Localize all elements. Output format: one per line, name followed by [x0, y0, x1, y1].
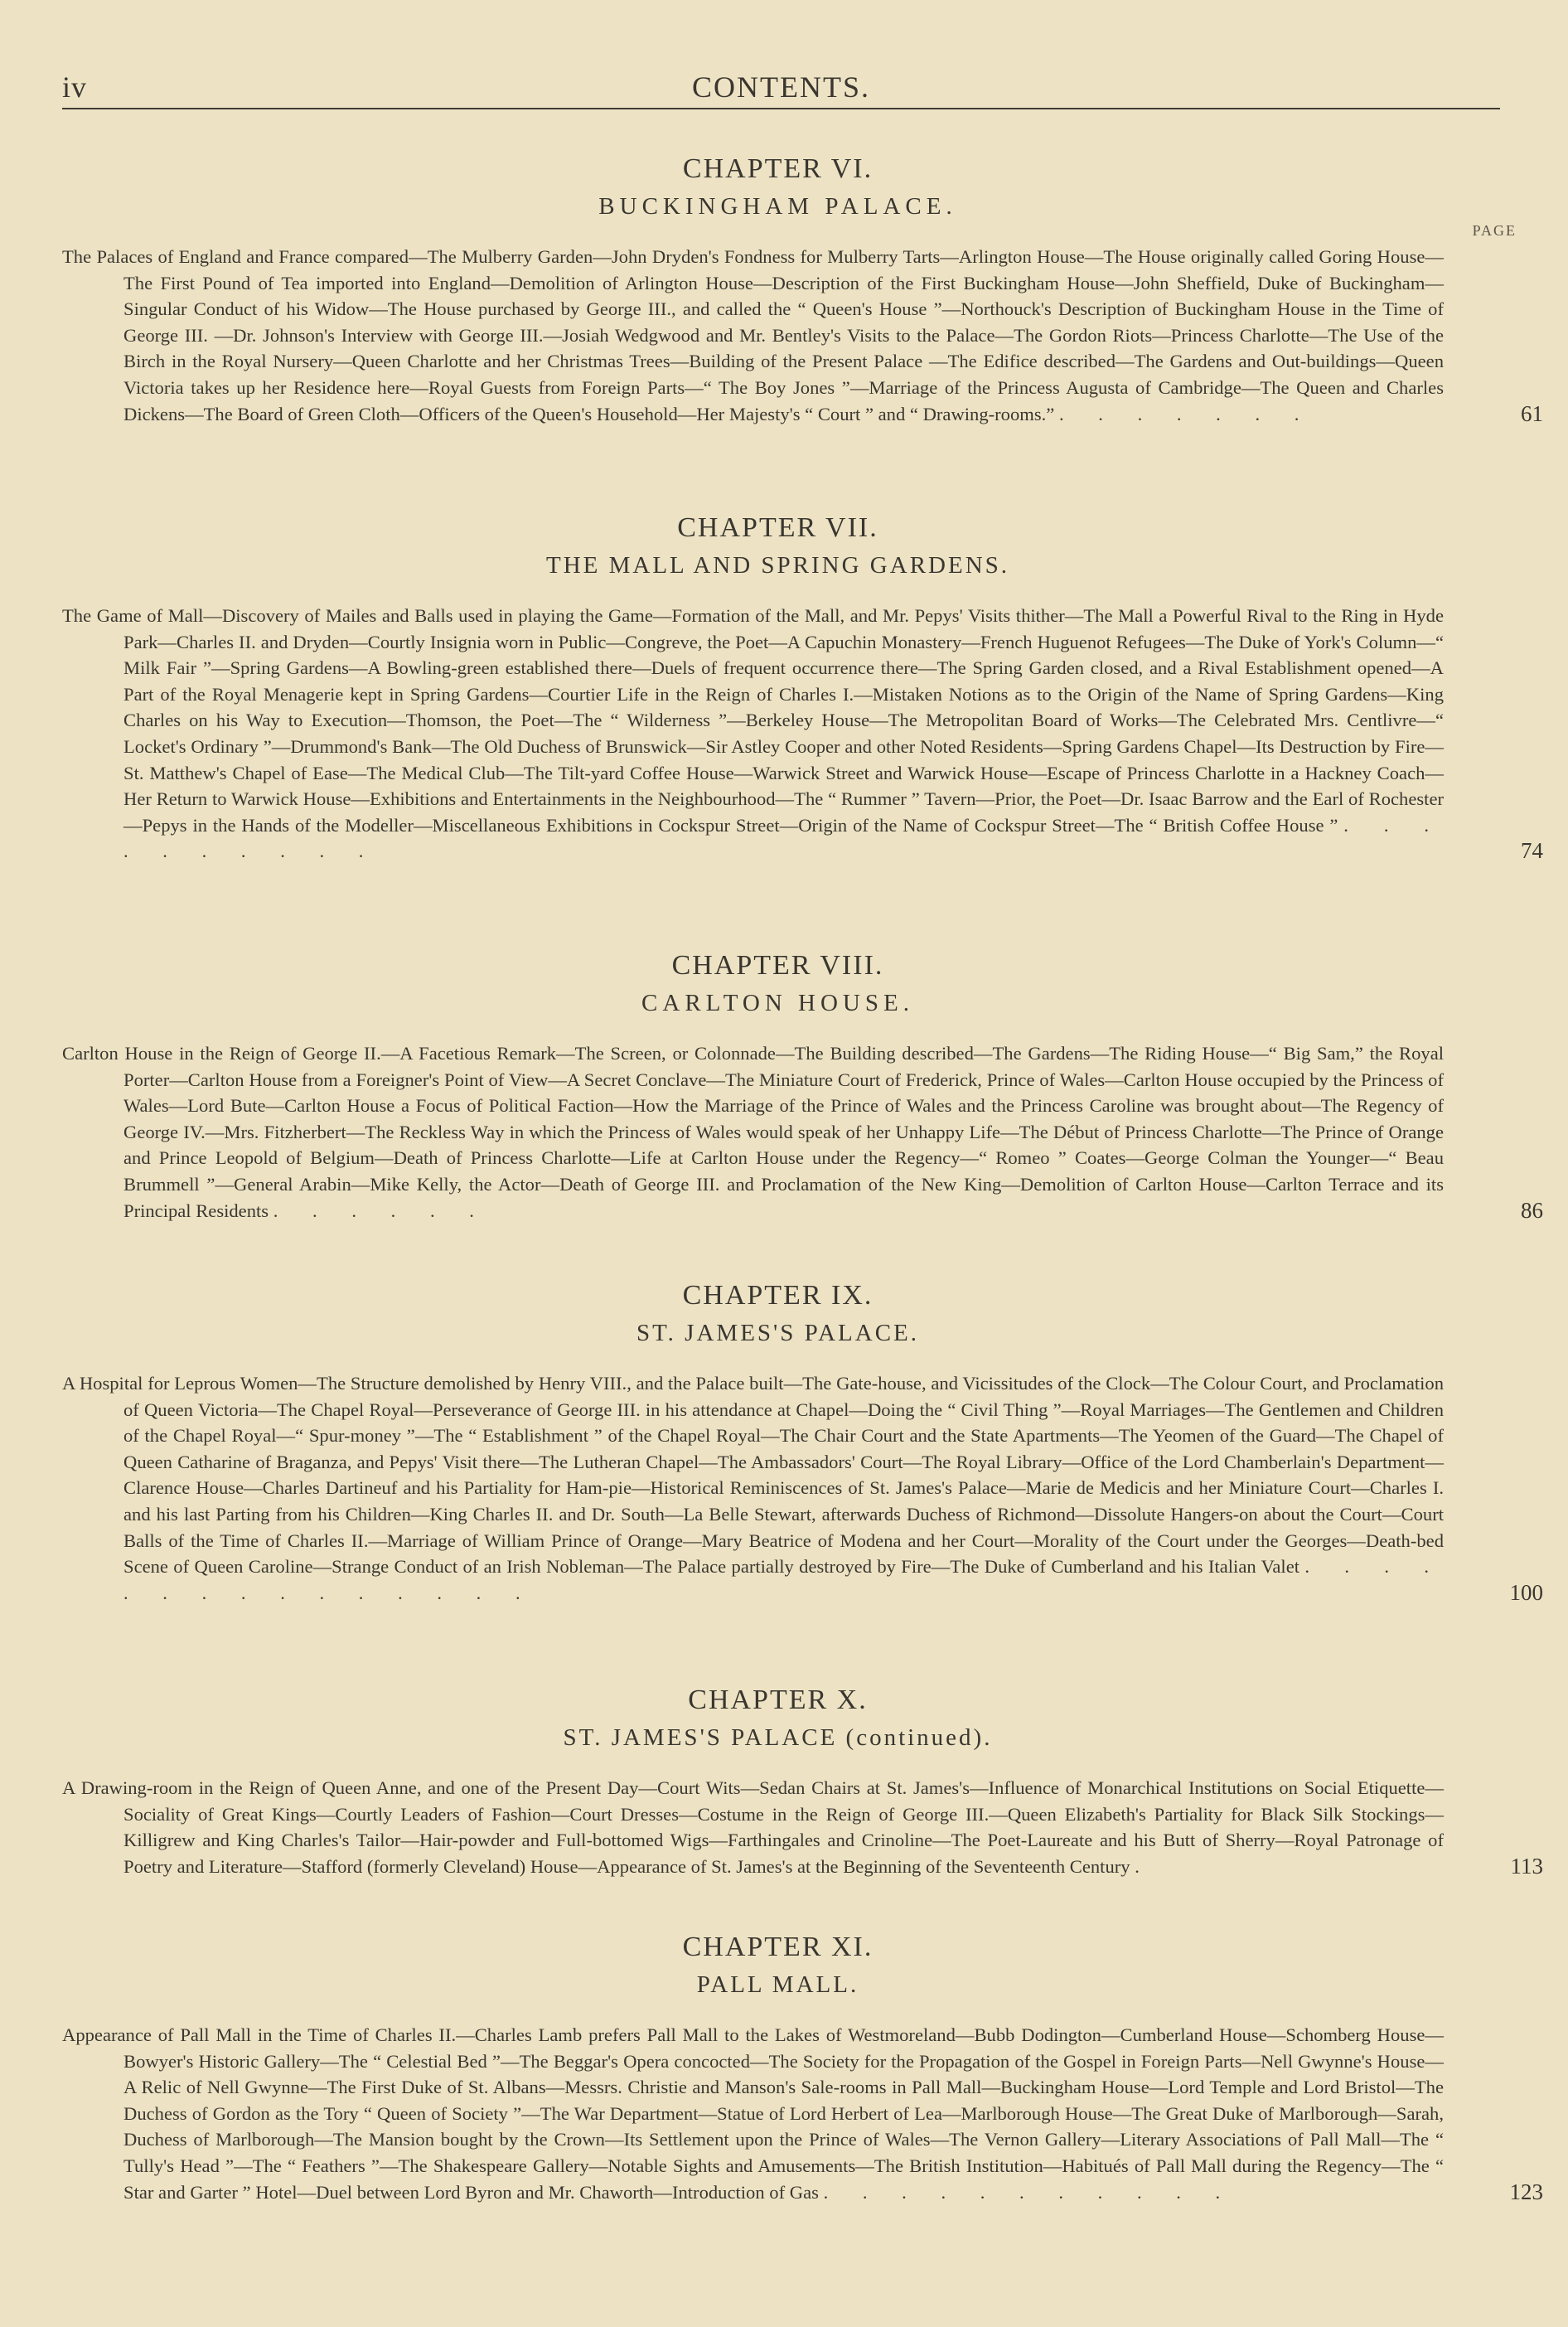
chapter-summary-text: The Game of Mall—Discovery of Mailes and Balls used in playing the Game—Formation of the Mall, and Mr. Pepys' Visits thither—The Mall a Powerful Rival to the Ring in Hyde Park—Charles II. and Dryden—Courtly Insignia worn in Public—Congreve, the Poet—A Capuchin Monastery—French Huguenot Refugees—The Duke of York's Column—“ Milk Fair ”—Spring Gardens—A Bowling-green established there—Duels of frequent occurrence there—The Spring Garden closed, and a Rival Establishment opened—A Part of the Royal Menagerie kept in Spring Gardens—Courtier Life in the Reign of Charles I.—Mistaken Notions as to the Origin of the Name of Spring Gardens—King Charles on his Way to Execution—Thomson, the Poet—The “ Wilderness ”—Berkeley House—The Metropolitan Board of Works—The Celebrated Mrs. Centlivre—“ Locket's Ordinary ”—Drummond's Bank—The Old Duchess of Brunswick—Sir Astley Cooper and other Noted Residents—Spring Gardens Chapel—Its Destruction by Fire—St. Matthew's Chapel of Ease—The Medical Club—The Tilt-yard Coffee House—Warwick Street and Warwick House—Escape of Princess Charlotte in a Hackney Coach—Her Return to Warwick House—Exhibitions and Entertainments in the Neighbourhood—The “ Rummer ” Tavern—Prior, the Poet—Dr. Isaac Barrow and the Earl of Rochester—Pepys in the Hands of the Modeller—Miscellaneous Exhibitions in Cockspur Street—Origin of the Name of Cockspur Street—The “ British Coffee House ” [62, 605, 1444, 836]
chapter-heading: CHAPTER VI. [682, 153, 874, 184]
chapter-heading: CHAPTER VII. [677, 512, 878, 543]
chapter-subtitle: BUCKINGHAM PALACE. [598, 193, 957, 220]
chapter-entry [62, 1280, 1543, 1606]
dot-leader: . . . . . . . . . . . [823, 2181, 1236, 2203]
chapter-subtitle: THE MALL AND SPRING GARDENS. [545, 552, 1010, 579]
chapter-summary [62, 2022, 1543, 2205]
page-header [62, 58, 1500, 109]
chapter-subtitle: ST. JAMES'S PALACE. [636, 1320, 920, 1346]
chapter-summary-text: A Drawing-room in the Reign of Queen Anne, and one of the Present Day—Court Wits—Sedan Chairs at St. James's—Influence of Monarchical Institutions on Social Etiquette—Sociality of Great Kings—Courtly Leaders of Fashion—Court Dresses—Costume in the Reign of George III.—Queen Elizabeth's Partiality for Black Silk Stockings—Killigrew and King Charles's Tailor—Hair-powder and Full-bottomed Wigs—Farthingales and Crinoline—The Poet-Laureate and his Butt of Sherry—Royal Patronage of Poetry and Literature—Stafford (formerly Cleveland) House—Appearance of St. James's at the Beginning of the Seventeenth Century [62, 1777, 1444, 1877]
chapter-summary-text: Carlton House in the Reign of George II.—A Facetious Remark—The Screen, or Colonnade—The Building described—The Gardens—The Riding House—“ Big Sam,” the Royal Porter—Carlton House from a Foreigner's Point of View—A Secret Conclave—The Miniature Court of Frederick, Prince of Wales—Carlton House occupied by the Princess of Wales—Lord Bute—Carlton House a Focus of Political Faction—How the Marriage of the Prince of Wales and the Princess Caroline was brought about—The Regency of George IV.—Mrs. Fitzherbert—The Reckless Way in which the Princess of Wales would speak of her Unhappy Life—The Début of Princess Charlotte—The Prince of Orange and Prince Leopold of Belgium—Death of Princess Charlotte—Life at Carlton House under the Regency—“ Romeo ” Coates—George Colman the Younger—“ Beau Brummell ”—General Arabin—Mike Kelly, the Actor—Death of George III. and Proclamation of the New King—Demolition of Carlton House—Carlton Terrace and its Principal Residents [62, 1043, 1444, 1221]
chapter-page-number: 113 [1510, 1853, 1543, 1879]
dot-leader: . [1135, 1855, 1154, 1877]
chapter-summary-text: The Palaces of England and France compared—The Mulberry Garden—John Dryden's Fondness for Mulberry Tarts—Arlington House—The House originally called Goring House—The First Pound of Tea imported into England—Demolition of Arlington House—Description of the First Buckingham House—John Sheffield, Duke of Buckingham—Singular Conduct of his Widow—The House purchased by George III., and called the “ Queen's House ”—Northouck's Description of Buckingham House in the Time of George III. —Dr. Johnson's Interview with George III.—Josiah Wedgwood and Mr. Bentley's Visits to the Palace—The Gordon Riots—Princess Charlotte—The Use of the Birch in the Royal Nursery—Queen Charlotte and her Christmas Trees—Building of the Present Palace —The Edifice described—The Gardens and Out-buildings—Queen Victoria takes up her Residence here—Royal Guests from Foreign Parts—“ The Boy Jones ”—Marriage of the Princess Augusta of Cambridge—The Queen and Charles Dickens—The Board of Green Cloth—Officers of the Queen's Household—Her Majesty's “ Court ” and “ Drawing-rooms.” [62, 246, 1444, 424]
chapter-page-number: 86 [1521, 1197, 1543, 1223]
chapter-subtitle: CARLTON HOUSE. [641, 990, 914, 1016]
dot-leader: . . . . . . . . . . . . . . . [123, 1556, 1444, 1603]
chapter-summary-text: Appearance of Pall Mall in the Time of Charles II.—Charles Lamb prefers Pall Mall to the Lakes of Westmoreland—Bubb Dodington—Cumberland House—Schomberg House—Bowyer's Historic Gallery—The “ Celestial Bed ”—The Beggar's Opera concocted—The Society for the Propagation of the Gospel in Foreign Parts—Nell Gwynne's House—A Relic of Nell Gwynne—The First Duke of St. Albans—Messrs. Christie and Manson's Sale-rooms in Pall Mall—Buckingham House—Lord Temple and Lord Bristol—The Duchess of Gordon as the Tory “ Queen of Society ”—The War Department—Statue of Lord Herbert of Lea—Marlborough House—The Great Duke of Marlborough—Sarah, Duchess of Marlborough—The Mansion bought by the Crown—Its Settlement upon the Prince of Wales—The Vernon Gallery—Literary Associations of Pall Mall—The “ Tully's Head ”—The “ Feathers ”—The Shakespeare Gallery—Notable Sights and Amusements—The British Institution—Habitués of Pall Mall during the Regency—The “ Star and Garter ” Hotel—Duel between Lord Byron and Mr. Chaworth—Introduction of Gas [62, 2024, 1444, 2203]
page-title: CONTENTS. [692, 70, 870, 104]
chapter-summary [62, 1370, 1543, 1606]
chapter-page-number: 61 [1521, 400, 1543, 426]
chapter-heading: CHAPTER XI. [682, 1932, 874, 1962]
chapter-summary [62, 603, 1543, 865]
chapter-summary [62, 244, 1543, 427]
chapter-page-number: 123 [1509, 2179, 1543, 2204]
chapter-summary [62, 1775, 1543, 1879]
chapter-heading: CHAPTER VIII. [671, 950, 884, 981]
page-column-label: PAGE [1472, 222, 1517, 239]
chapter-subtitle: PALL MALL. [696, 1971, 859, 1998]
chapter-subtitle: ST. JAMES'S PALACE (continued). [563, 1724, 993, 1751]
chapter-entry [62, 512, 1543, 865]
page-number: iv [62, 70, 88, 104]
chapter-heading: CHAPTER IX. [682, 1280, 874, 1311]
chapter-summary [62, 1040, 1543, 1224]
chapter-heading: CHAPTER X. [688, 1685, 868, 1715]
dot-leader: . . . . . . . [1058, 403, 1314, 424]
dot-leader: . . . . . . . . . . [123, 814, 1444, 862]
dot-leader: . . . . . . [273, 1200, 489, 1221]
chapter-page-number: 74 [1521, 838, 1543, 864]
chapter-entry [62, 950, 1543, 1224]
chapter-entry [62, 1932, 1543, 2205]
chapter-entry [62, 1685, 1543, 1879]
chapter-summary-text: A Hospital for Leprous Women—The Structure demolished by Henry VIII., and the Palace built—The Gate-house, and Vicissitudes of the Clock—The Colour Court, and Proclamation of Queen Victoria—The Chapel Royal—Perseverance of George III. in his attendance at Chapel—Doing the “ Civil Thing ”—Royal Marriages—The Gentlemen and Children of the Chapel Royal—“ Spur-money ”—The “ Establishment ” of the Chapel Royal—The Chair Court and the State Apartments—The Yeomen of the Guard—The Chapel of Queen Catharine of Braganza, and Pepys' Visit there—The Lutheran Chapel—The Ambassadors' Court—The Royal Library—Office of the Lord Chamberlain's Department—Clarence House—Charles Dartineuf and his Partiality for Ham-pie—Historical Reminiscences of St. James's Palace—Marie de Medicis and her Miniature Court—Charles I. and his last Parting from his Children—King Charles II. and Dr. South—La Belle Stewart, afterwards Duchess of Richmond—Dissolute Hangers-on about the Court—Court Balls of the Time of Charles II.—Marriage of William Prince of Orange—Mary Beatrice of Modena and her Court—Morality of the Court under the Georges—Death-bed Scene of Queen Caroline—Strange Conduct of an Irish Nobleman—The Palace partially destroyed by Fire—The Duke of Cumberland and his Italian Valet [62, 1373, 1444, 1578]
chapter-page-number: 100 [1509, 1579, 1543, 1605]
